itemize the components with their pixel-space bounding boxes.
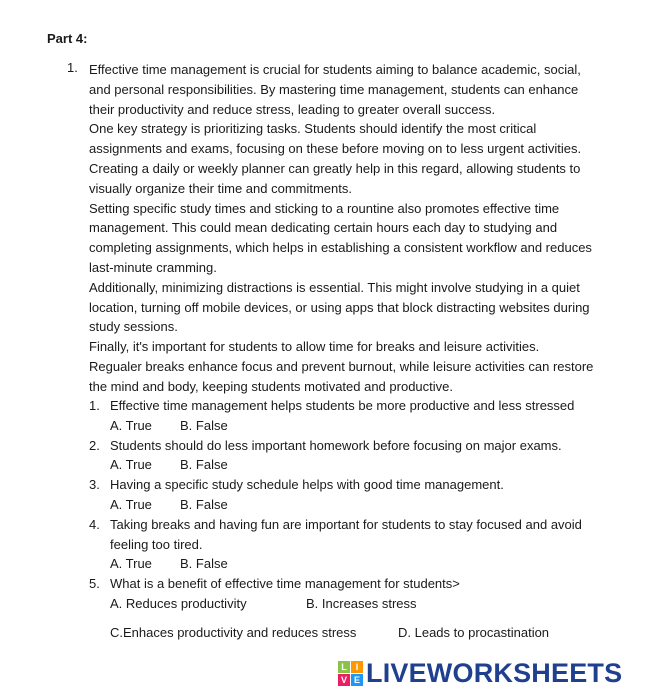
question-2-option-b[interactable]: B. False [180,457,228,473]
question-3-text: Having a specific study schedule helps with good time management. [110,477,504,493]
question-4-option-b[interactable]: B. False [180,556,228,572]
question-5-option-d[interactable]: D. Leads to procastination [398,624,550,640]
question-1-text: Effective time management helps students be more productive and less stressed [110,398,575,413]
question-3-option-b[interactable]: B. False [180,496,228,512]
question-number: 1. [67,60,78,75]
question-5-option-b[interactable]: B. Increases stress [306,595,417,611]
passage-paragraph-2: One key strategy is prioritizing tasks. Students should identify the most critical assignments and exams, focusing on these before moving on to less urgent activities. Creating a daily or weekly planner can greatly help in this regard, allowing students to visually organize their time and commitments. [89,121,582,196]
question-5-text: What is a benefit of effective time management for students> [110,576,460,592]
question-2-number: 2. [89,437,100,453]
question-1-option-b[interactable]: B. False [180,417,228,433]
question-3-number: 3. [89,477,100,493]
question-5 [89,574,594,642]
question-4 [89,515,594,574]
question-4-text: Taking breaks and having fun are important for students to stay focused and avoid feeling too tired. [110,516,582,552]
liveworksheets-logo [338,657,622,689]
question-3-option-a[interactable]: A. True [110,496,152,512]
reading-passage [89,60,594,397]
passage-paragraph-1: Effective time management is crucial for students aiming to balance academic, social, and personal responsibilities. By mastering time management, students can enhance their productivity and reduce stress, leading to greater overall success. [89,62,581,117]
passage-paragraph-4: Additionally, minimizing distractions is essential. This might involve studying in a quiet location, turning off mobile devices, or using apps that block distracting websites during study sessions. [89,279,590,335]
question-1-number: 1. [89,398,100,413]
question-list [89,396,594,643]
question-1 [89,396,594,436]
question-2 [89,436,594,476]
question-2-option-a[interactable]: A. True [110,457,152,473]
question-4-number: 4. [89,516,100,532]
liveworksheets-logo-text: LIVEWORKSHEETS [366,657,623,688]
question-2-text: Students should do less important homework before focusing on major exams. [110,437,562,453]
liveworksheets-logo-icon: L I V E [338,661,363,686]
question-1-option-a[interactable]: A. True [110,417,152,433]
question-5-number: 5. [89,576,100,592]
question-5-option-a[interactable]: A. Reduces productivity [110,595,247,611]
question-5-option-c[interactable]: C.Enhaces productivity and reduces stress [110,624,357,640]
passage-paragraph-3: Setting specific study times and sticking to a rountine also promotes effective time management. This could mean dedicating certain hours each day to studying and completing assignments, which helps in establishing a consistent workflow and reduces last-minute cramming. [89,200,592,275]
question-4-option-a[interactable]: A. True [110,556,152,572]
part-title: Part 4: [47,31,88,46]
passage-paragraph-5: Finally, it's important for students to allow time for breaks and leisure activities. Regualer breaks enhance focus and prevent burnout, while leisure activities can restore the mind and body, keeping students motivated and productive. [89,339,594,394]
question-3 [89,475,594,515]
